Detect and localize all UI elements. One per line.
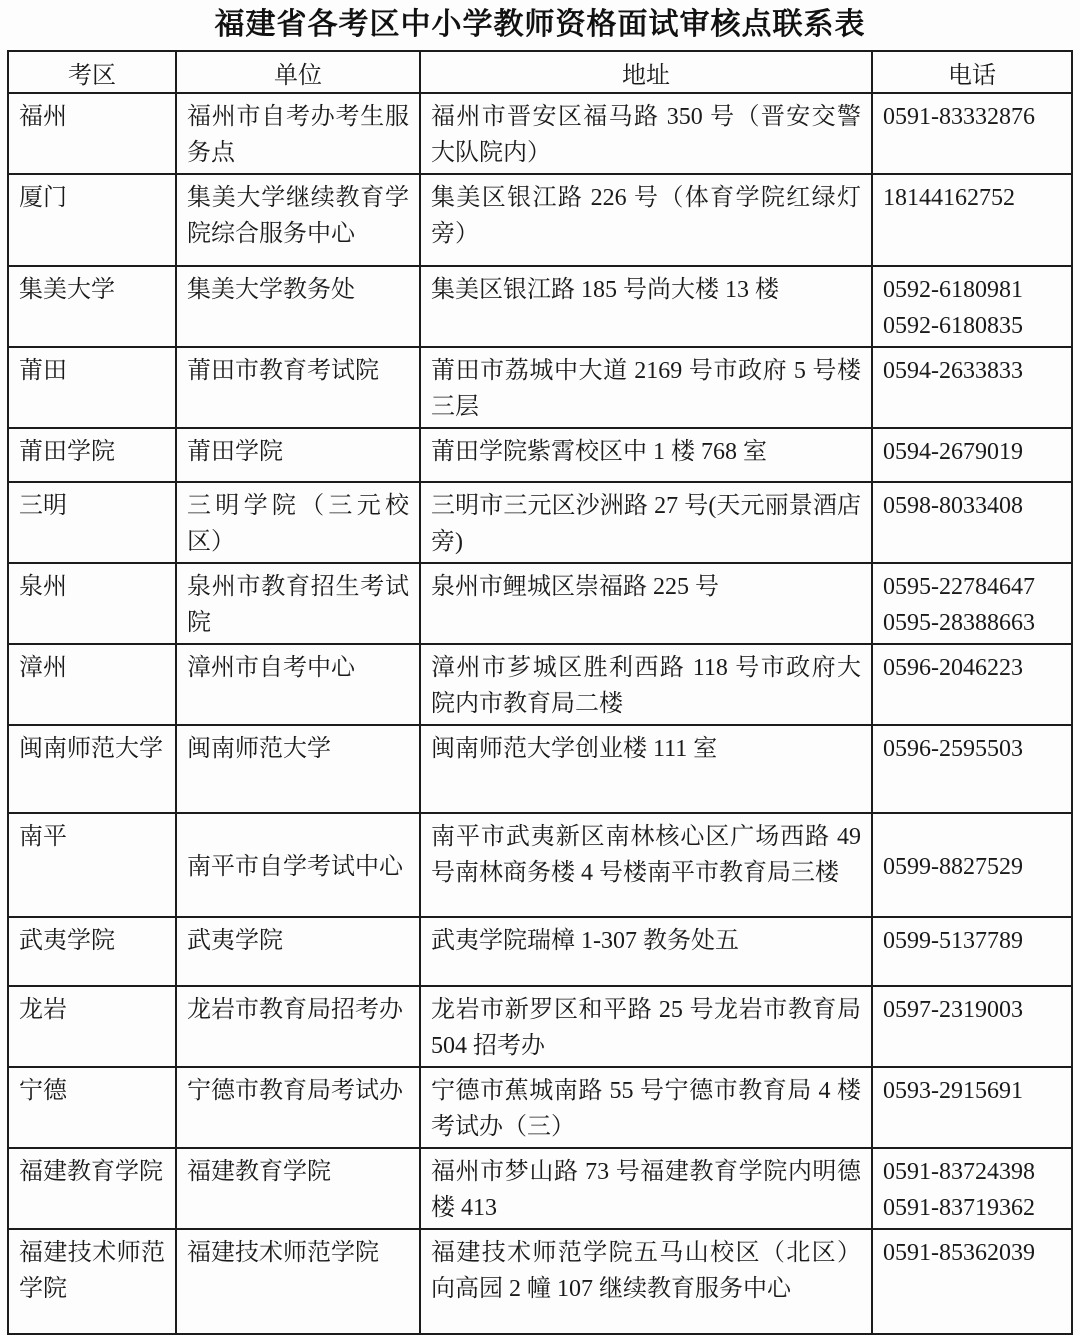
- phone-cell: [872, 482, 1072, 563]
- phone-cell: [872, 266, 1072, 347]
- table-row: [8, 347, 1072, 428]
- table-row: [8, 1229, 1072, 1334]
- table-header: [8, 51, 1072, 93]
- phone-cell: [872, 428, 1072, 482]
- address-cell: 莆田市荔城中大道 2169 号市政府 5 号楼三层: [420, 347, 872, 428]
- unit-cell: 泉州市教育招生考试院: [176, 563, 420, 644]
- phone-number: 0595-28388663: [883, 610, 1035, 636]
- address-cell: 福建技术师范学院五马山校区（北区）向高园 2 幢 107 继续教育服务中心: [420, 1229, 872, 1334]
- region-cell: 莆田: [8, 347, 176, 428]
- header-phone: 电话: [872, 51, 1072, 93]
- phone-cell: [872, 347, 1072, 428]
- phone-cell: [872, 93, 1072, 174]
- table-row: [8, 1067, 1072, 1148]
- table-row: [8, 428, 1072, 482]
- table-row: [8, 93, 1072, 174]
- phone-cell: [872, 1229, 1072, 1334]
- phone-number: 18144162752: [883, 185, 1015, 211]
- table-row: [8, 1148, 1072, 1229]
- phone-cell: [872, 986, 1072, 1067]
- phone-number: 0593-2915691: [883, 1078, 1023, 1104]
- unit-cell: 武夷学院: [176, 917, 420, 986]
- unit-cell: 宁德市教育局考试办: [176, 1067, 420, 1148]
- region-cell: 福建技术师范学院: [8, 1229, 176, 1334]
- phone-cell: [872, 813, 1072, 917]
- phone-number: 0591-85362039: [883, 1240, 1035, 1266]
- phone-number: 0594-2633833: [883, 358, 1023, 384]
- phone-cell: [872, 917, 1072, 986]
- region-cell: 福建教育学院: [8, 1148, 176, 1229]
- phone-number: 0596-2595503: [883, 736, 1023, 762]
- phone-number: 0597-2319003: [883, 997, 1023, 1023]
- table-row: [8, 986, 1072, 1067]
- unit-cell: 漳州市自考中心: [176, 644, 420, 725]
- address-cell: 莆田学院紫霄校区中 1 楼 768 室: [420, 428, 872, 482]
- phone-number: 0591-83724398: [883, 1159, 1035, 1185]
- address-cell: 福州市梦山路 73 号福建教育学院内明德楼 413: [420, 1148, 872, 1229]
- table-row: [8, 266, 1072, 347]
- unit-cell: 集美大学教务处: [176, 266, 420, 347]
- phone-number: 0591-83719362: [883, 1195, 1035, 1221]
- phone-number: 0594-2679019: [883, 439, 1023, 465]
- page-title: 福建省各考区中小学教师资格面试审核点联系表: [214, 8, 866, 41]
- address-cell: 集美区银江路 185 号尚大楼 13 楼: [420, 266, 872, 347]
- table-row: [8, 725, 1072, 813]
- phone-number: 0598-8033408: [883, 493, 1023, 519]
- address-cell: 泉州市鲤城区崇福路 225 号: [420, 563, 872, 644]
- table-row: [8, 813, 1072, 917]
- unit-cell: 莆田市教育考试院: [176, 347, 420, 428]
- phone-number: 0591-83332876: [883, 104, 1035, 130]
- region-cell: 南平: [8, 813, 176, 917]
- region-cell: 莆田学院: [8, 428, 176, 482]
- region-cell: 宁德: [8, 1067, 176, 1148]
- table-row: [8, 563, 1072, 644]
- phone-number: 0595-22784647: [883, 574, 1035, 600]
- address-cell: 宁德市蕉城南路 55 号宁德市教育局 4 楼考试办（三）: [420, 1067, 872, 1148]
- unit-cell: 南平市自学考试中心: [176, 813, 420, 917]
- unit-cell: 福州市自考办考生服务点: [176, 93, 420, 174]
- phone-cell: [872, 1067, 1072, 1148]
- phone-cell: [872, 563, 1072, 644]
- header-region: 考区: [8, 51, 176, 93]
- phone-cell: [872, 725, 1072, 813]
- phone-number: 0596-2046223: [883, 655, 1023, 681]
- region-cell: 漳州: [8, 644, 176, 725]
- table-row: [8, 644, 1072, 725]
- region-cell: 福州: [8, 93, 176, 174]
- address-cell: 闽南师范大学创业楼 111 室: [420, 725, 872, 813]
- phone-number: 0592-6180981: [883, 277, 1023, 303]
- address-cell: 集美区银江路 226 号（体育学院红绿灯旁）: [420, 174, 872, 266]
- unit-cell: 三明学院（三元校区）: [176, 482, 420, 563]
- phone-cell: [872, 644, 1072, 725]
- phone-number: 0599-5137789: [883, 928, 1023, 954]
- region-cell: 泉州: [8, 563, 176, 644]
- region-cell: 集美大学: [8, 266, 176, 347]
- region-cell: 龙岩: [8, 986, 176, 1067]
- phone-cell: [872, 174, 1072, 266]
- address-cell: 龙岩市新罗区和平路 25 号龙岩市教育局 504 招考办: [420, 986, 872, 1067]
- unit-cell: 集美大学继续教育学院综合服务中心: [176, 174, 420, 266]
- address-cell: 福州市晋安区福马路 350 号（晋安交警大队院内）: [420, 93, 872, 174]
- address-cell: 漳州市芗城区胜利西路 118 号市政府大院内市教育局二楼: [420, 644, 872, 725]
- region-cell: 厦门: [8, 174, 176, 266]
- table-row: [8, 917, 1072, 986]
- phone-cell: [872, 1148, 1072, 1229]
- header-unit: 单位: [176, 51, 420, 93]
- phone-number: 0592-6180835: [883, 313, 1023, 339]
- header-address: 地址: [420, 51, 872, 93]
- address-cell: 武夷学院瑞樟 1-307 教务处五: [420, 917, 872, 986]
- address-cell: 三明市三元区沙洲路 27 号(天元丽景酒店旁): [420, 482, 872, 563]
- table-row: [8, 482, 1072, 563]
- unit-cell: 福建教育学院: [176, 1148, 420, 1229]
- table-body: [8, 93, 1072, 1334]
- phone-number: 0599-8827529: [883, 853, 1023, 880]
- unit-cell: 福建技术师范学院: [176, 1229, 420, 1334]
- region-cell: 闽南师范大学: [8, 725, 176, 813]
- region-cell: 武夷学院: [8, 917, 176, 986]
- unit-cell: 莆田学院: [176, 428, 420, 482]
- address-cell: 南平市武夷新区南林核心区广场西路 49 号南林商务楼 4 号楼南平市教育局三楼: [420, 813, 872, 917]
- header-row: [8, 51, 1072, 93]
- contact-table: [7, 50, 1073, 1335]
- table-row: [8, 174, 1072, 266]
- unit-cell: 龙岩市教育局招考办: [176, 986, 420, 1067]
- region-cell: 三明: [8, 482, 176, 563]
- unit-cell: 闽南师范大学: [176, 725, 420, 813]
